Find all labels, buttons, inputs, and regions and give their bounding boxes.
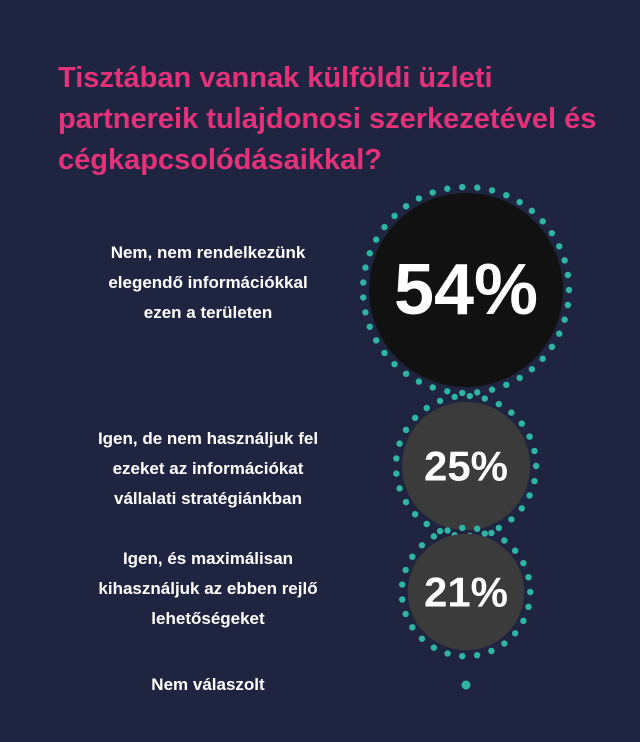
bubble-outline-dot [566, 287, 572, 293]
bubble-outline-dot [516, 375, 522, 381]
bubble-outline-dot [556, 243, 562, 249]
bubble-outline-dot [391, 361, 397, 367]
bubble-outline-dot [496, 525, 502, 531]
bubble-outline-dot [416, 378, 422, 384]
no-answer-dot [462, 681, 471, 690]
bubble-outline-dot [527, 589, 533, 595]
bubble-outline-dot [362, 309, 368, 315]
bubble-outline-dot [403, 499, 409, 505]
bubble-outline-dot [519, 420, 525, 426]
bubble-outline-dot [488, 648, 494, 654]
bubble-outline-dot [520, 618, 526, 624]
bubble-outline-dot [482, 395, 488, 401]
bubble-outline-dot [430, 189, 436, 195]
bubble-outline-dot [565, 272, 571, 278]
bubble-outline-dot [396, 440, 402, 446]
bubble-outline-dot [396, 485, 402, 491]
bubble-outline-dot [367, 324, 373, 330]
bubble-outline-dot [549, 344, 555, 350]
bubble-outline-dot [444, 527, 450, 533]
bubble-outline-dot [403, 427, 409, 433]
bubble-outline-dot [540, 356, 546, 362]
bubble-outline-dot [525, 574, 531, 580]
bubble-outline-dot [459, 525, 465, 531]
bubble-outline-dot [503, 192, 509, 198]
bubble-outline-dot [402, 611, 408, 617]
value-label: 54% [393, 250, 539, 330]
bubble-outline-dot [459, 390, 465, 396]
bubble-outline-dot [430, 384, 436, 390]
bubble-outline-dot [412, 511, 418, 517]
bubble-outline-dot [549, 230, 555, 236]
bubble-outline-dot [519, 505, 525, 511]
bubble-outline-dot [561, 316, 567, 322]
bubble-outline-dot [489, 386, 495, 392]
bubble-outline-dot [516, 199, 522, 205]
chart-title: Tisztában vannak külföldi üzleti partnereik tulajdonosi szerkezetével és cégkapcsolódásaikkal? [58, 62, 597, 176]
bubble-outline-dot [508, 516, 514, 522]
bubble-outline-dot [501, 640, 507, 646]
bubble-outline-dot [459, 184, 465, 190]
bubble-outline-dot [373, 337, 379, 343]
bubble-yes-not-used [393, 393, 539, 539]
bubble-outline-dot [489, 187, 495, 193]
bubble-outline-dot [437, 398, 443, 404]
bubble-outline-dot [526, 433, 532, 439]
bubble-outline-dot [373, 236, 379, 242]
bubble-outline-dot [360, 294, 366, 300]
bubble-outline-dot [409, 624, 415, 630]
bubble-outline-dot [419, 636, 425, 642]
bubble-outline-dot [403, 371, 409, 377]
bubble-outline-dot [488, 530, 494, 536]
bubble-outline-dot [512, 548, 518, 554]
bubble-outline-dot [482, 530, 488, 536]
bubble-outline-dot [416, 195, 422, 201]
bubble-outline-dot [474, 184, 480, 190]
bubble-outline-dot [367, 250, 373, 256]
bubble-outline-dot [451, 394, 457, 400]
bubble-outline-dot [409, 554, 415, 560]
bubble-outline-dot [360, 279, 366, 285]
bubble-outline-dot [512, 630, 518, 636]
bubble-outline-dot [540, 218, 546, 224]
bubble-outline-dot [444, 650, 450, 656]
category-label-not-enough-info: Nem, nem rendelkezünk elegendő információkkal ezen a területen [108, 243, 308, 322]
bubble-outline-dot [508, 409, 514, 415]
bubble-outline-dot [399, 581, 405, 587]
bubble-outline-dot [556, 331, 562, 337]
bubble-outline-dot [531, 448, 537, 454]
bubble-outline-dot [437, 528, 443, 534]
bubble-outline-dot [529, 366, 535, 372]
value-label: 25% [423, 442, 509, 490]
bubble-outline-dot [459, 653, 465, 659]
bubble-outline-dot [412, 415, 418, 421]
category-label-yes-maximized: Igen, és maximálisan kihasználjuk az ebben rejlő lehetőségeket [98, 549, 318, 628]
bubble-outline-dot [467, 393, 473, 399]
bubble-outline-dot [474, 389, 480, 395]
category-label-no-answer: Nem válaszolt [151, 675, 265, 694]
bubble-outline-dot [393, 455, 399, 461]
bubble-not-enough-info [360, 184, 572, 396]
bubble-outline-dot [423, 405, 429, 411]
bubble-outline-dot [423, 521, 429, 527]
category-label-yes-not-used: Igen, de nem használjuk fel ezeket az információkat vállalati stratégiánkban [97, 429, 319, 508]
bubble-outline-dot [362, 264, 368, 270]
bubble-outline-dot [503, 382, 509, 388]
bubble-outline-dot [525, 604, 531, 610]
bubble-outline-dot [431, 644, 437, 650]
bubble-outline-dot [393, 470, 399, 476]
bubble-outline-dot [474, 652, 480, 658]
bubble-outline-dot [529, 208, 535, 214]
bubble-outline-dot [520, 560, 526, 566]
bubble-outline-dot [444, 186, 450, 192]
bubble-outline-dot [431, 533, 437, 539]
bubble-outline-dot [496, 401, 502, 407]
bubble-outline-dot [402, 567, 408, 573]
bubble-outline-dot [403, 203, 409, 209]
bubble-outline-dot [381, 224, 387, 230]
value-label: 21% [423, 568, 509, 616]
bubble-outline-dot [531, 478, 537, 484]
bubble-outline-dot [381, 350, 387, 356]
bubble-outline-dot [501, 537, 507, 543]
bubble-outline-dot [419, 542, 425, 548]
bubble-outline-dot [444, 388, 450, 394]
bubble-no-answer [462, 681, 471, 690]
bubble-outline-dot [474, 526, 480, 532]
bubble-outline-dot [561, 257, 567, 263]
bubble-yes-maximized [399, 525, 533, 660]
bubble-outline-dot [399, 596, 405, 602]
bubble-outline-dot [533, 463, 539, 469]
bubble-outline-dot [391, 213, 397, 219]
bubble-outline-dot [565, 302, 571, 308]
bubble-outline-dot [526, 492, 532, 498]
